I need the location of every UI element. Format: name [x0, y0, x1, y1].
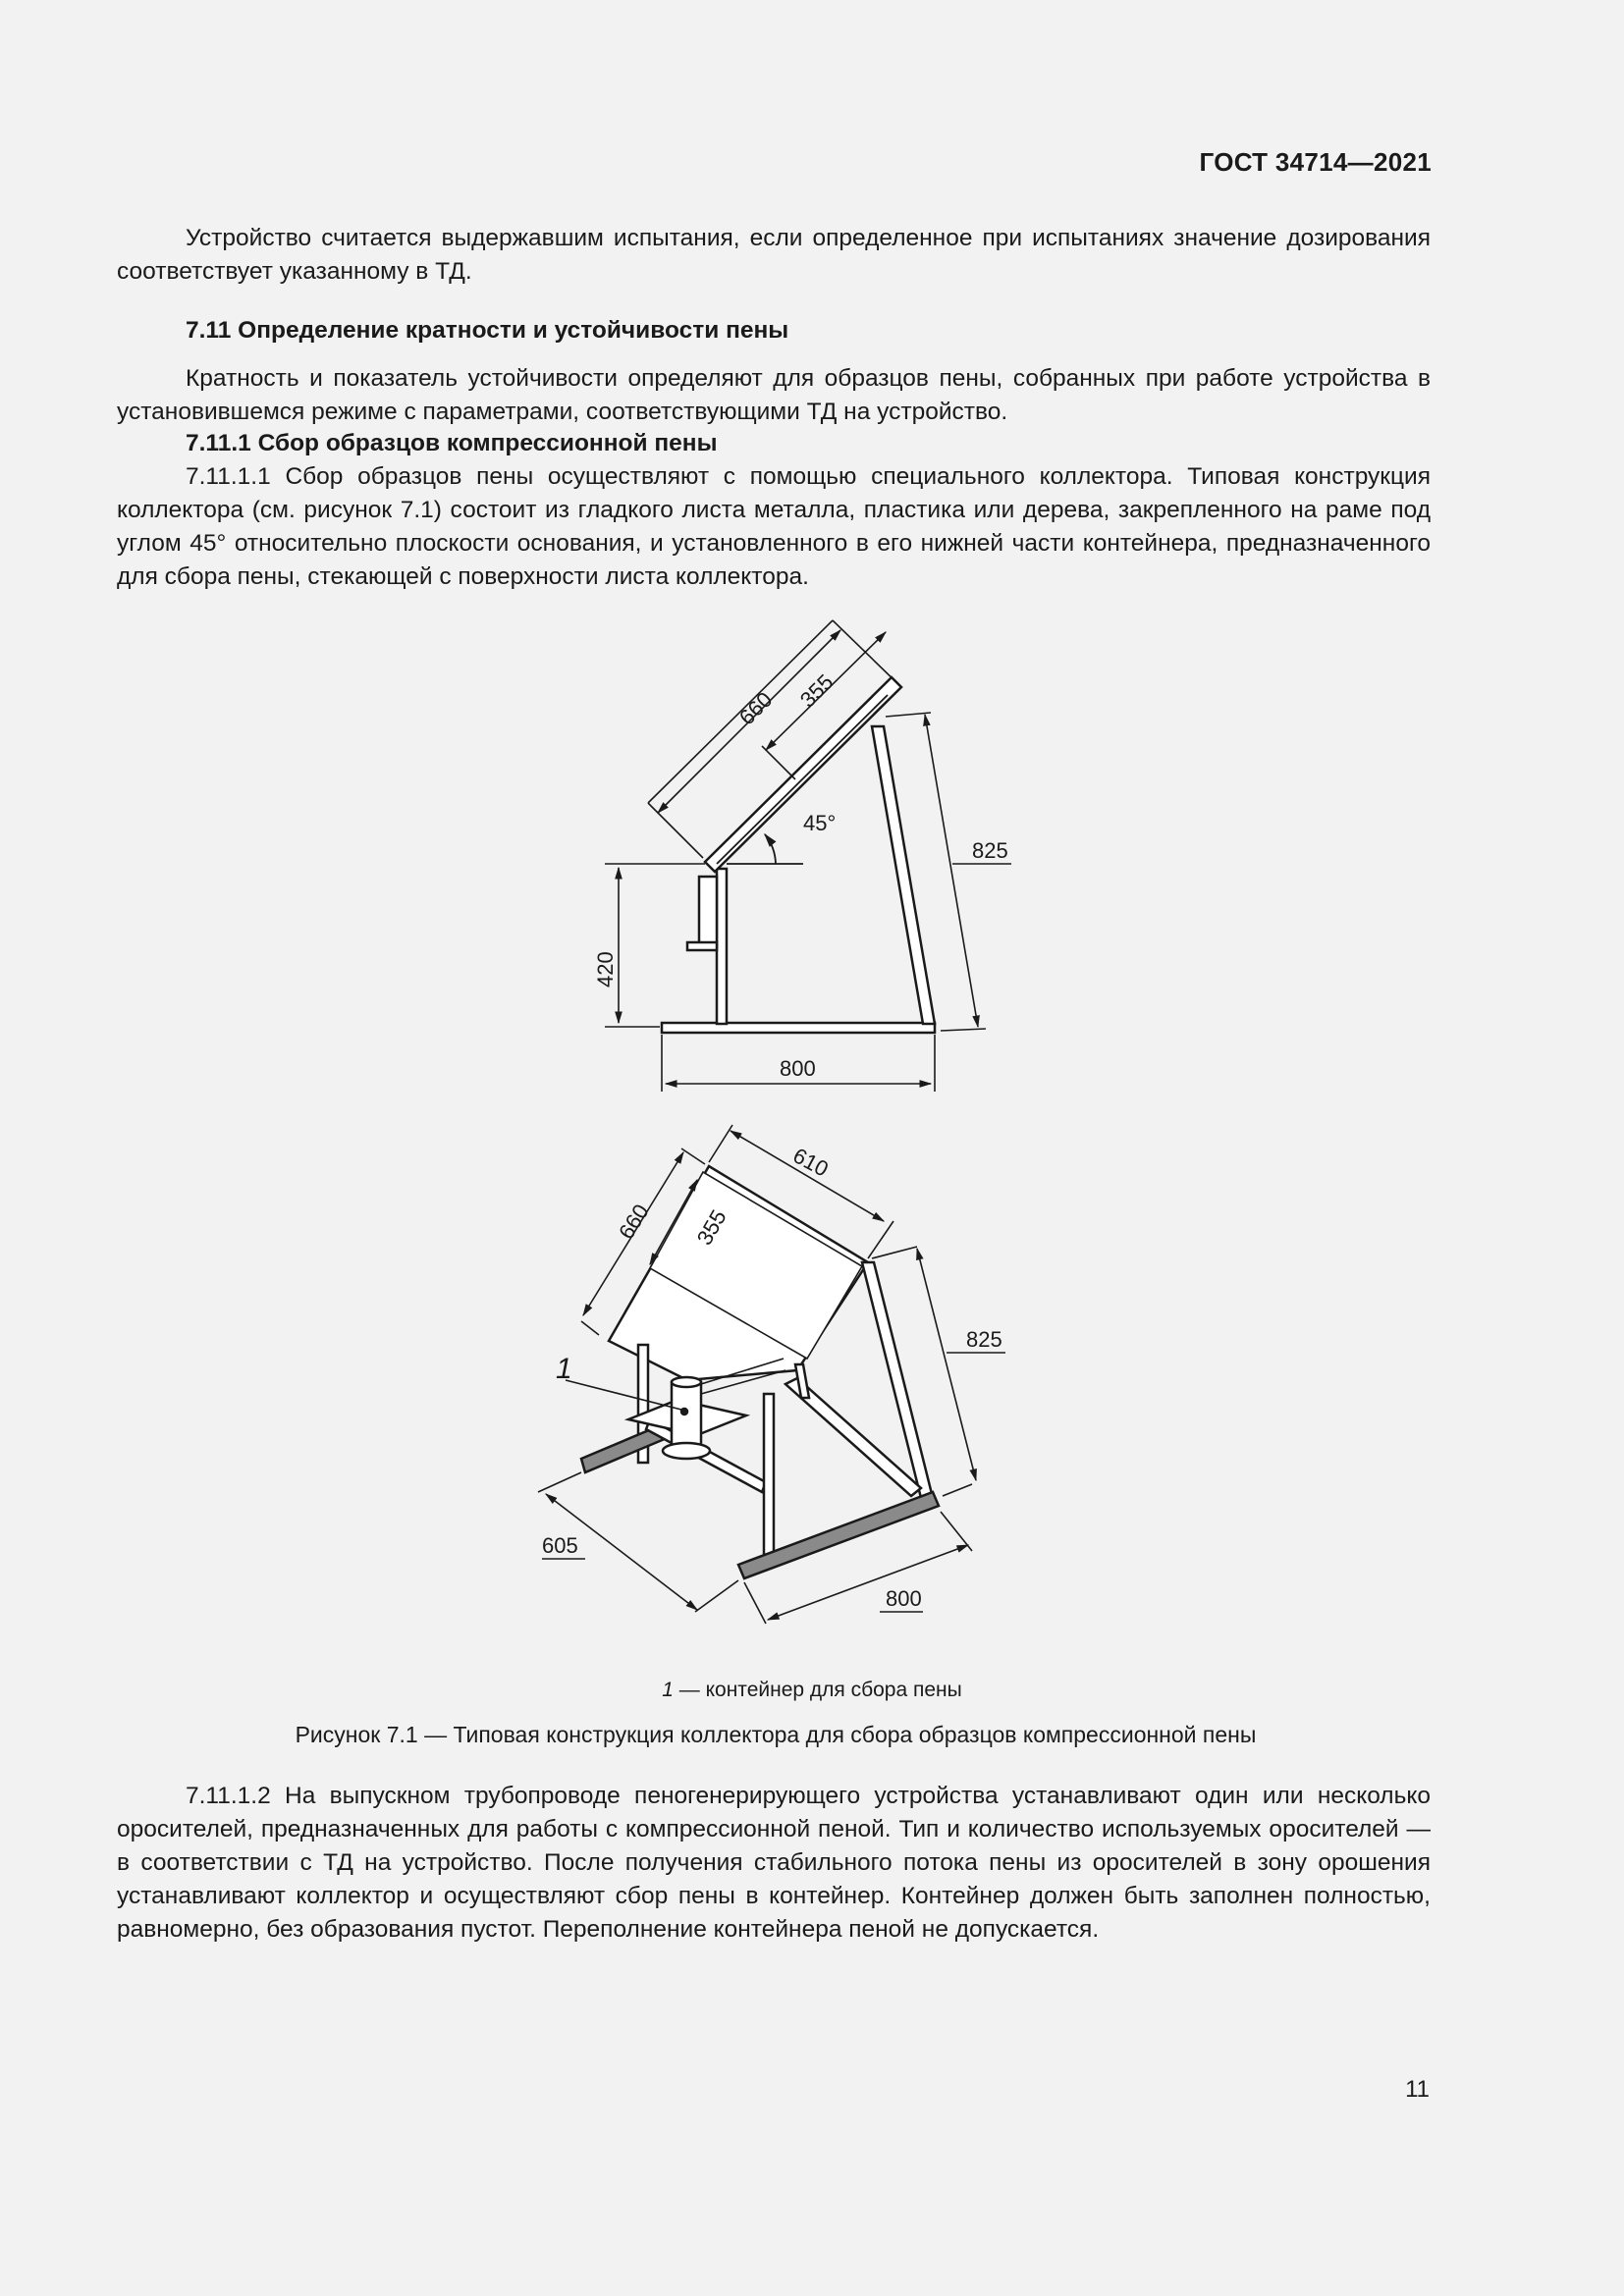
section-heading-7-11-1: 7.11.1 Сбор образцов компрессионной пены — [186, 430, 718, 456]
dim-825-label: 825 — [966, 1327, 1002, 1352]
dim-825-label: 825 — [972, 838, 1008, 863]
dim-605-label: 605 — [542, 1533, 578, 1558]
section-heading-7-11: 7.11 Определение кратности и устойчивости пены — [186, 317, 789, 344]
callout-1-label: 1 — [556, 1353, 572, 1385]
dim-420-label: 420 — [593, 951, 618, 988]
dim-610-label: 610 — [788, 1143, 833, 1182]
paragraph-dosing-result: Устройство считается выдержавшим испытания, если определенное при испытаниях значение дозирования соответствует указанному в ТД. — [117, 225, 1431, 285]
page-number: 11 — [1405, 2076, 1430, 2103]
legend-number: 1 — [662, 1679, 674, 1701]
paragraph-foam-samples: Кратность и показатель устойчивости определяют для образцов пены, собранных при работе устройства в установившемся режиме с параметрами, соответствующими ТД на устройство. — [117, 365, 1431, 425]
dim-800-label: 800 — [886, 1586, 922, 1611]
dim-355-label: 355 — [794, 668, 839, 713]
dim-660-label: 660 — [733, 686, 778, 730]
paragraph-sprinklers: 7.11.1.2 На выпускном трубопроводе пеногенерирующего устройства устанавливают один или несколько оросителей, предназначенных для работы с компрессионной пеной. Тип и количество используемых оросителей — в соответствии с ТД на устройство. После получения стабильного потока пены из оросителей в зону орошения устанавливают коллектор и осуществляют сбор пены в контейнер. Контейнер должен быть заполнен полностью, равномерно, без образования пустот. Переполнение контейнера пеной не допускается. — [117, 1783, 1431, 1943]
side-view-drawing — [662, 677, 935, 1033]
figure-legend — [0, 1679, 1624, 1702]
dim-800-label: 800 — [780, 1056, 816, 1081]
document-code-header: ГОСТ 34714—2021 — [1199, 147, 1432, 177]
paragraph-collector-design: 7.11.1.1 Сбор образцов пены осуществляют с помощью специального коллектора. Типовая конструкция коллектора (см. рисунок 7.1) состоит из гладкого листа металла, пластика или дерева, закрепленного на раме под углом 45° относительно плоскости основания, и установленного в его нижней части контейнера, предназначенного для сбора пены, стекающей с поверхности листа коллектора. — [117, 463, 1431, 590]
dim-660-label: 660 — [614, 1200, 654, 1244]
dim-355-label: 355 — [691, 1205, 731, 1250]
side-view-dimension-labels — [593, 669, 1008, 1081]
angle-45-label: 45° — [803, 811, 837, 835]
legend-text: — контейнер для сбора пены — [673, 1679, 962, 1701]
figure-caption: Рисунок 7.1 — Типовая конструкция коллектора для сбора образцов компрессионной пены — [295, 1722, 1257, 1747]
